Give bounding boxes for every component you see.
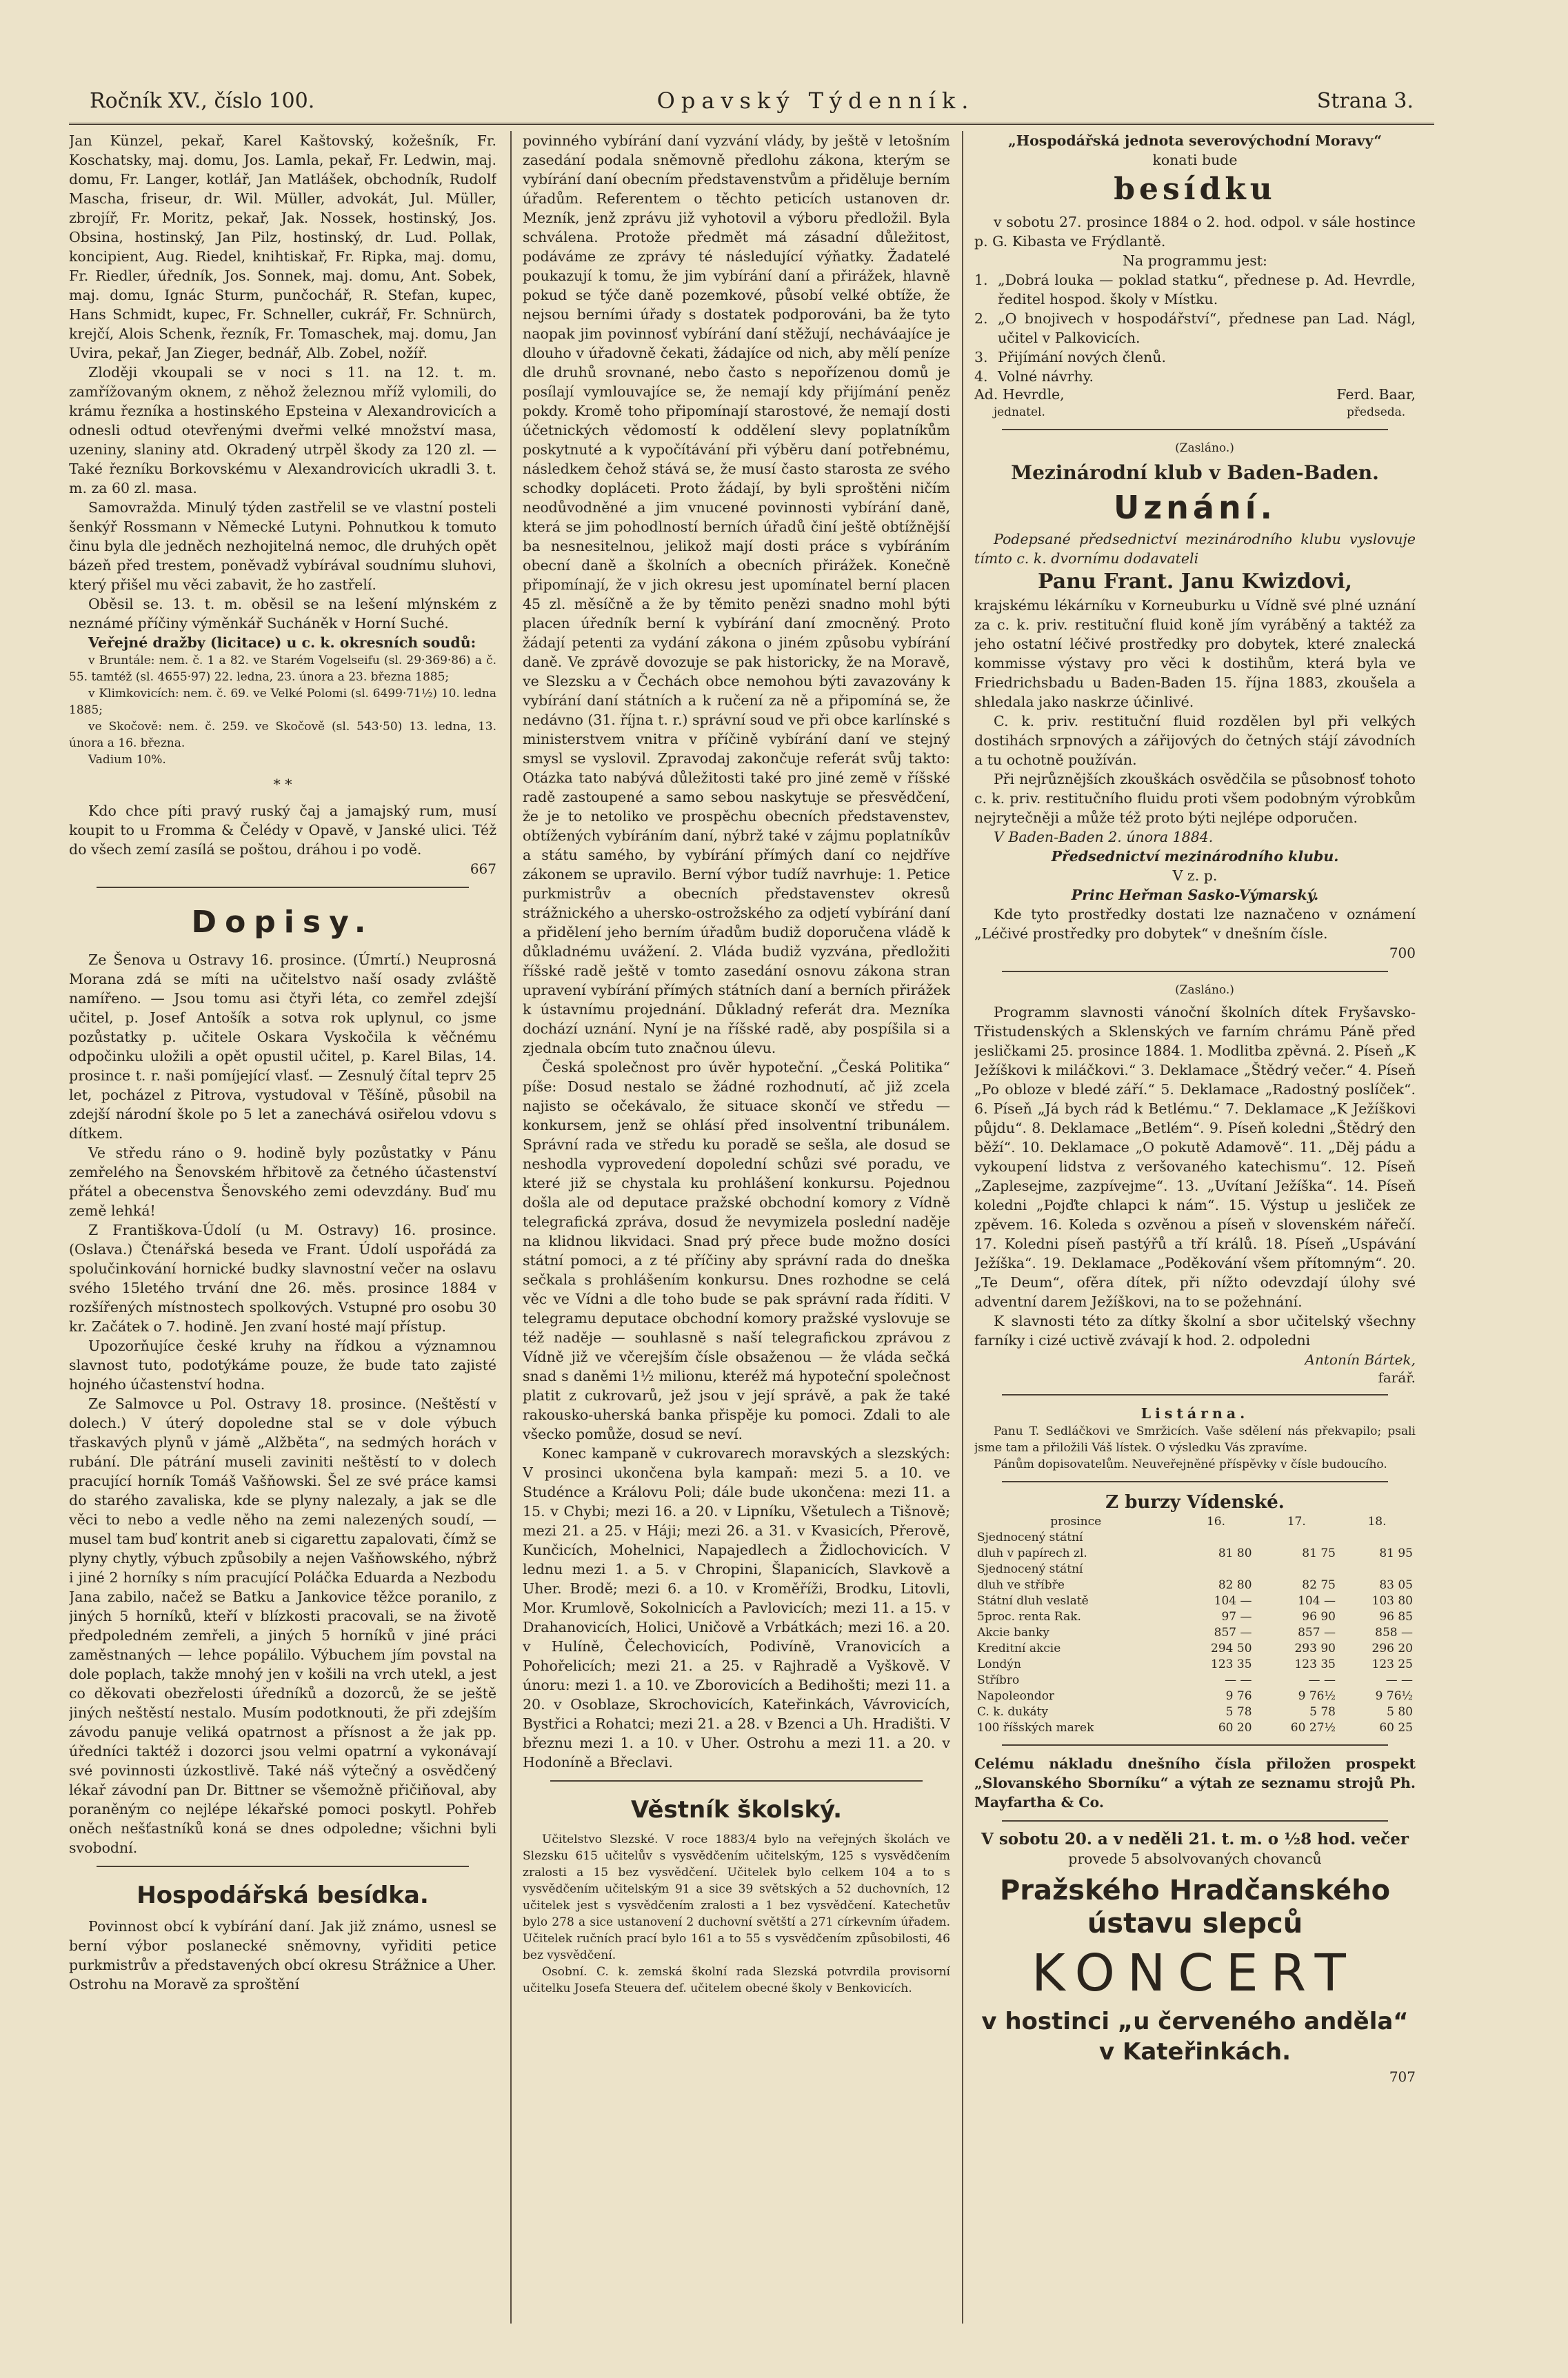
article-hanged: Oběsil se. 13. t. m. oběsil se na lešení mlýnském z neznámé příčiny výměnkář Sucháněk v Horní Suché. <box>69 596 496 632</box>
notice-union-will: konati bude <box>1152 152 1238 168</box>
exchange-row <box>974 1530 1416 1546</box>
exchange-row <box>974 1578 1416 1593</box>
article-personal: Osobní. C. k. zemská školní rada Slezská potvrdila provisorní učitelku Josefa Steuera def. učitelem obecné školy v Benkovicích. <box>523 1965 950 1995</box>
exchange-label: C. k. dukáty <box>977 1705 1049 1719</box>
exchange-value: 81 75 <box>1302 1546 1336 1560</box>
exchange-value: 96 85 <box>1379 1610 1413 1624</box>
article-tax-duty: Povinnost obcí k vybírání daní. Jak již známo, usnesl se berní výbor poslanecké sněmovny, vyřiditi petice purkmistrův a představených obcí okresu Strážnice a Uher. Ostrohu na Moravě za sproštění <box>69 1918 496 1993</box>
masthead-title: Opavský Týdenník. <box>656 88 975 114</box>
exchange-value: 5 78 <box>1225 1705 1252 1719</box>
recognition-vzp: V z. p. <box>1172 867 1218 884</box>
exchange-row <box>974 1657 1416 1673</box>
exchange-row <box>974 1673 1416 1689</box>
article-teachers: Učitelstvo Slezské. V roce 1883/4 bylo na veřejných školách ve Slezsku 615 učitelův s vysvědčením učitelským, 125 s vysvědčením zralosti a 15 bez vysvědčení. Učitelek bylo celkem 104 a to s vysvědčením učitelským 91 a sice 39 světských a 52 duchovních, 12 učitelek jest s vysvědčením zralosti a 1 bez vysvědčení. Katechetův bylo 278 a sice ustanovení 2 duchovní světští a 271 církevním úřadem. Učitelek ručních prací bylo 161 a to 55 s vysvědčením způsobilosti, 46 bez vysvědčení. <box>523 1833 950 1962</box>
recognition-text: Při nejrůznějších zkouškách osvědčila se působnosť tohoto c. k. priv. restitučního fluidu proti všem podobným výrobkům nejrytečněji a může též proto býti nejlépe odporučen. <box>974 771 1416 826</box>
exchange-label: Sjednocený státní <box>977 1562 1083 1576</box>
recognition-text: Kde tyto prostředky dostati lze naznačeno v oznámení „Léčivé prostředky pro dobytek“ v dnešním čísle. <box>974 906 1416 942</box>
auction-item: ve Skočově: nem. č. 259. ve Skočově (sl. 543·50) 13. ledna, 13. února a 16. března. <box>69 720 496 750</box>
article-suicide: Samovražda. Minulý týden zastřelil se ve vlastní posteli šenkýř Rossmann v Německé Lutyni. Pohnutkou k tomuto činu byla dle jedněch nezhojitelná nemoc, dle druhých opět bázeň před trestem, poněvadž vybírával soudnímu sluhovi, který přišel mu věci zabavit, že ho zastřelí. <box>69 499 496 593</box>
exchange-value: 296 20 <box>1371 1642 1413 1655</box>
page-number: Strana 3. <box>1316 88 1414 113</box>
exchange-label: Londýn <box>977 1657 1021 1671</box>
exchange-label: Sjednocený státní <box>977 1531 1083 1544</box>
section-title-farming: Hospodářská besídka. <box>137 1882 429 1909</box>
exchange-value: 294 50 <box>1211 1642 1252 1655</box>
names-list: Jan Künzel, pekař, Karel Kaštovský, kožešník, Fr. Koschatsky, maj. domu, Jos. Lamla, pekař, Fr. Ledwin, maj. domu, Fr. Langer, kotlář, Jan Matlášek, obchodník, Rudolf Mascha, friseur, dr. Wil. Müller, advokát, Jul. Müller, zbrojíř, Fr. Moritz, pekař, Jak. Nossek, hostinský, Jos. Obsina, hostinský, Jan Pilz, hostinský, dr. Lud. Pollak, koncipient, Aug. Riedel, knihtiskař, Fr. Ripka, maj. domu, Fr. Riedler, úředník, Jos. Sonnek, maj. domu, Ant. Sobek, maj. domu, Ignác Sturm, punčochář, R. Stefan, kupec, Hans Schmidt, kupec, Fr. Schneller, cukrář, Fr. Schnürch, krejčí, Alois Schenk, řezník, Fr. Tomaschek, maj. domu, Jan Uvira, pekař, Jan Zieger, bednář, Alb. Zobel, nožíř. <box>69 132 496 361</box>
exchange-value: 97 — <box>1221 1610 1252 1624</box>
signature-name: Ad. Hevrdle, <box>974 386 1065 403</box>
christmas-program-2: K slavnosti této za dítky školní a sbor učitelský všechny farníky i cizé uctivě zvávají k hod. 2. odpoledni <box>974 1313 1416 1349</box>
exchange-title: Z burzy Vídenské. <box>1105 1492 1285 1513</box>
exchange-value: 60 27½ <box>1290 1721 1336 1735</box>
section-rule <box>97 1866 469 1867</box>
column-divider <box>962 131 963 2324</box>
sent-in-label: (Zasláno.) <box>1175 983 1234 997</box>
notice-meeting-word: besídku <box>1114 172 1276 207</box>
auction-item: Vadium 10%. <box>88 753 166 767</box>
exchange-label: 5proc. renta Rak. <box>977 1610 1081 1624</box>
ad-number: 667 <box>470 860 496 877</box>
concert-institute: Pražského Hradčanského ústavu slepců <box>999 1875 1391 1939</box>
letter-frantiskov: Z Františkova-Údolí (u M. Ostravy) 16. prosince. (Oslava.) Čtenářská beseda ve Frant. Údolí uspořádá za spolučinkování hornické budky slavnostní večer na oslavu svého 15letého trvání dne 26. měs. prosince 1884 v rozšířených místnostech spolkových. Vstupné pro osobu 30 kr. Začátek o 7. hodině. Jen zvaní hosté mají přístup. <box>69 1222 496 1335</box>
recognition-recipient: Panu Frant. Janu Kwizdovi, <box>1037 570 1353 594</box>
article-thieves: Zloději vkoupali se v noci s 11. na 12. t. m. zamřížovaným oknem, z něhož železnou mříž vylomili, do krámu řezníka a hostinského Epsteina v Alexandrovicích a odnesli odtud otevřenými dveřmi velké množství masa, uzeniny, slaniny atd. Okradený utrpěl škody za 120 zl. — Také řezníku Borkovskému v Alexandrovicích ukradli 3. t. m. za 60 zl. masa. <box>69 364 496 496</box>
exchange-row <box>974 1641 1416 1657</box>
exchange-value: 81 95 <box>1379 1546 1413 1560</box>
ad-tea: Kdo chce píti pravý ruský čaj a jamajský rum, musí koupit to u Fromma & Čelédy v Opavě, v Janské ulici. Též do všech zemí zasílá se poštou, dráhou i po vodě. <box>69 803 496 858</box>
mailbox-item: Panu T. Sedláčkovi ve Smržicích. Vaše sdělení nás překvapilo; psali jsme tam a přiložili Váš lístek. O výsledku Vás zpravíme. <box>974 1424 1416 1455</box>
exchange-value: 104 — <box>1298 1594 1336 1608</box>
recognition-date: V Baden-Baden 2. února 1884. <box>994 829 1214 845</box>
exchange-label: dluh ve stříbře <box>977 1578 1065 1592</box>
concert-performers: provede 5 absolvovaných chovanců <box>1068 1851 1322 1867</box>
exchange-value: 857 — <box>1298 1626 1336 1640</box>
program-item: 3. Přijímání nových členů. <box>974 349 1166 365</box>
exchange-value: 9 76½ <box>1375 1689 1413 1703</box>
sent-in-label: (Zasláno.) <box>1175 441 1234 455</box>
exchange-table <box>974 1514 1416 1736</box>
exchange-value: 123 35 <box>1294 1657 1336 1671</box>
column-3 <box>974 131 1416 2324</box>
exchange-value: — — <box>1385 1673 1413 1687</box>
ad-number: 707 <box>1389 2068 1416 2085</box>
recognition-board: Předsednictví mezinárodního klubu. <box>1051 848 1339 865</box>
letter-senov-2: Ve středu ráno o 9. hodině byly pozůstatky v Pánu zemřelého na Šenovském hřbitově za četného účastenství přátel a obecenstva Šenovského zemi odevzdány. Buď mu země lehká! <box>69 1145 496 1219</box>
exchange-value: 60 25 <box>1379 1721 1413 1735</box>
section-rule <box>1002 1394 1388 1395</box>
concert-date: V sobotu 20. a v neděli 21. t. m. o ½8 hod. večer <box>981 1830 1409 1848</box>
exchange-value: 5 78 <box>1309 1705 1336 1719</box>
section-rule <box>1002 971 1388 972</box>
exchange-value: 60 20 <box>1218 1721 1252 1735</box>
exchange-value: 96 90 <box>1302 1610 1336 1624</box>
christmas-program: Programm slavnosti vánoční školních dítek Fryšavsko-Třistudenských a Sklenských ve farním chrámu Páně před jesličkami 25. prosince 1884. 1. Modlitba zpěvná. 2. Píseň „K Ježíškovi k miláčkovi.“ 3. Deklamace „Štědrý večer.“ 4. Píseň „Po obloze v bledé září.“ 5. Deklamace „Radostný poslíček“. 6. Píseň „Já bych rád k Betlému.“ 7. Deklamace „K Ježíškovi půjdu“. 8. Deklamace „Betlém“. 9. Píseň koledni „Štědrý den běží“. 10. Deklamace „O pokutě Adamově“. 11. „Děj pádu a vykoupení lidstva z veršovaného katechismu“. 12. Píseň „Zaplesejme, zazpívejme“. 13. „Uvítaní Ježíška“. 14. Píseň koledni „Pojďte chlapci k nám“. 15. Výstup u jesliček ze zpěvem. 16. Koleda s ozvěnou a píseň v slovenském nářečí. 17. Koledni píseň pastýřů a tří králů. 18. Píseň „Uspávání Ježíška“. 19. Deklamace „Poděkování všem přítomným“. 20. „Te Deum“, ofěra dítek, při nížto odevzdají úlohy své adventní darem Ježíškovi, na to se požehnání. <box>974 1004 1416 1310</box>
exchange-value: 82 80 <box>1218 1578 1252 1592</box>
notice-union-title: „Hospodářská jednota severovýchodní Moravy“ <box>1007 132 1383 149</box>
section-rule <box>1002 1744 1388 1746</box>
mailbox-title: Listárna. <box>1140 1405 1249 1422</box>
exchange-value: 9 76 <box>1225 1689 1252 1703</box>
exchange-label: Kreditní akcie <box>977 1642 1061 1655</box>
header-rule <box>69 123 1434 125</box>
exchange-value: 858 — <box>1375 1626 1413 1640</box>
column-1 <box>69 131 496 2324</box>
exchange-value: 103 80 <box>1371 1594 1413 1608</box>
section-rule <box>97 887 469 888</box>
exchange-value <box>1177 1530 1254 1546</box>
section-title-letters: Dopisy. <box>191 905 374 940</box>
exchange-value: 293 90 <box>1294 1642 1336 1655</box>
exchange-label: dluh v papírech zl. <box>977 1546 1087 1560</box>
letter-senov: Ze Šenova u Ostravy 16. prosince. (Úmrtí.) Neuprosná Morana zdá se míti na učitelstvo naší osady zvláště namířeno. — Jsou tomu asi čtyři léta, co zemřel zdejší učitel, p. Josef Antošík a sotva rok uplynul, co jsme pozůstatky p. učitele Oskara Vyskočila k věčnému odpočinku uložili a opět opustil učitel, p. Karel Bilas, 14. prosince t. r. naši pomíjející vlasť. — Zesnulý čítal teprv 25 let, pocházel z Pitrova, vystudoval v Těšíně, působil na zdejší národní škole po 5 let a zanechává osiřelou vdovu s dítkem. <box>69 951 496 1142</box>
concert-venue: v hostinci „u červeného anděla“ <box>981 2008 1409 2035</box>
exchange-value <box>1338 1530 1416 1546</box>
article-sugar-campaign: Konec kampaně v cukrovarech moravských a slezských: V prosinci ukončena byla kampaň: mezi 5. a 10. ve Studénce a Královu Poli; dále bude ukončena: mezi 11. a 15. v Chybi; mezi 16. a 20. v Lipníku, Všetulech a Tišnově; mezi 21. a 25. v Háji; mezi 26. a 31. v Kvasicích, Přerově, Kunčicích, Mohelnici, Napajedlech a Židlochovicích. V lednu mezi 1. a 5. v Chropini, Šlapanicích, Slavkově a Uher. Brodě; mezi 6. a 10. v Kroměříži, Brodku, Litovli, Mor. Krumlově, Sokolnicích a Pavlovicích; mezi 11. a 15. v Drahanovicích, Holici, Uničově a Vrbátkách; mezi 16. a 20. v Hulíně, Čelechovicích, Podivíně, Vranovicích a Pohořelicích; mezi 21. a 25. v Rajhradě a Vyškově. V únoru: mezi 1. a 10. ve Zborovicích a Bedihošti; mezi 11. a 20. v Osoblaze, Skrochovicích, Kateřinkách, Vávrovicích, Bystřici a Rohatci; mezi 21. a 28. v Bzenci a Uh. Hradišti. V březnu mezi 1. a 10. v Uher. Ostrohu a mezi 11. a 20. v Hodoníně a Břeclavi. <box>523 1445 950 1771</box>
auction-item: v Klimkovicích: nem. č. 69. ve Velké Polomi (sl. 6499·71½) 10. ledna 1885; <box>69 687 496 717</box>
exchange-row <box>974 1625 1416 1641</box>
article-tax-duty-cont: povinného vybírání daní vyzvání vlády, by ještě v letošním zasedání podala sněmovně předlohu zákona, kterým se vybírání daní obecním představenstvům a přiděluje berním úřadům. Referentem o těchto peticích ustanoven dr. Mezník, jenž zprávu již vyhotovil a výboru předložil. Byla schválena. Protože předmět má zásadní důležitost, podáváme ze zprávy té následující výňatky. Žadatelé poukazují k tomu, že jim vybírání daní a přirážek, hlavně pokud se týče daně pozemkové, působí velké obtíže, že nejsou berními úřady s dostatek podporováni, ba že tyto naopak jim povinnosť vybírání daní stěžují, necháváajíce je dlouho v úřadovně čekati, žádajíce od nich, aby mělí peníze dle druhů srovnané, nebo často s nepořízenou domů je posílají vymlouvajíce se, že nemají kdy přijímání peněz pokdy. Kromě toho připomínají starostové, že nemají dosti účetnických vědomostí k oddělení slevy poplatníkům poskytnuté a k vypočítávání při výběru daní potřebnému, následkem čehož stává se, že musí často starosta ze svého schodky dopláceti. Proto žádají, by byli sproštěni ničím neodůvodněné a jim vnucené povinnosti vybírání daně, která se jim pohodlností berních úřadů činí ještě obtížnější ba nesnesitelnou, jelikož mají dosti práce s vybíráním obecní daně a školních a obecních přirážek. Konečně připomínají, že v jich okresu jest upomínatel berní placen 45 zl. měsíčně a že by těmito penězi snadno mohl býti placen úředník berní k vybírání daní zmocněný. Proto žádají petenti za vydání zákona o jiném způsobu vybírání daně. Ve zprávě dovozuje se pak historicky, že na Moravě, ve Slezsku a v Čechách obce nemohou býti zavazovány k vybírání daní státních a k ručení za ně a připomíná se, že nedávno (31. října t. r.) správní soud ve při obce karlínské s ministerstvem vnitra v příčině vybírání daní ve stejný smysl se vyslovil. Zpravodaj zakončuje referát svůj takto: Otázka tato nabývá důležitosti také pro jiné země v říšské radě zastoupené a samo sebou naskytuje se přesvědčení, že je to netoliko ve prospěchu obecních představenstev, obtížených vybíráním daní, nýbrž také v zájmu poplatníkův a státu samého, by vybírání přímých daní co nejdříve zákonem se upravilo. Berní výbor tudíž navrhuje: 1. Petice purkmistrův a obecních představenstev okresů strážnického a uhersko-ostrožského za odjetí vybírání daní a přidělení jeho berním úřadům budiž doporučena vládě k důkladnému uvážení. 2. Vláda budiž vyzvána, předložiti říšské radě ještě v tomto zasedání osnovu zákona stran upravení vybírání přímých státních daní a berních přirážek k ústavnímu projednání. Důkladný referát dra. Mezníka dochází uznání. Nyní je na říšské radě, aby pospíšila si a zjednala obcím tuto značnou úlevu. <box>523 132 950 1056</box>
exchange-value: — — <box>1225 1673 1252 1687</box>
signature-role: farář. <box>1378 1369 1416 1386</box>
club-title: Mezinárodní klub v Baden-Baden. <box>1011 461 1379 484</box>
notice-union-text: v sobotu 27. prosince 1884 o 2. hod. odpol. v sále hostince p. G. Kibasta ve Frýdlantě. <box>974 214 1416 250</box>
exchange-value <box>1255 1562 1338 1578</box>
exchange-value: 104 — <box>1214 1594 1252 1608</box>
exchange-value: — — <box>1308 1673 1336 1687</box>
recognition-text: Podepsané předsednictví mezinárodního klubu vyslovuje tímto c. k. dvornímu dodavateli <box>974 531 1416 567</box>
section-rule <box>550 1780 923 1782</box>
exchange-value: 9 76½ <box>1298 1689 1336 1703</box>
exchange-label: Napoleondor <box>977 1689 1055 1703</box>
exchange-value <box>1177 1562 1254 1578</box>
program-item: 1. „Dobrá louka — poklad statku“, přednese p. Ad. Hevrdle, ředitel hospod. školy v Místku. <box>974 272 1416 308</box>
section-title-school: Věstník školský. <box>630 1796 843 1824</box>
mailbox-item: Pánům dopisovatelům. Neuveřejněné příspěvky v čísle budoucího. <box>994 1458 1387 1471</box>
recognition-text: C. k. priv. restituční fluid rozdělen byl při velkých dostihách srpnových a zářijových do četných stájí závodních a tu ochotně používán. <box>974 713 1416 768</box>
exchange-row <box>974 1546 1416 1562</box>
concert-town: v Kateřinkách. <box>1098 2038 1291 2066</box>
section-rule <box>1002 1481 1388 1482</box>
exchange-row <box>974 1562 1416 1578</box>
signature-role: jednatel. <box>993 405 1045 419</box>
notice-signatures <box>974 386 1416 421</box>
ad-number: 700 <box>1389 945 1416 961</box>
recognition-signer: Princ Heřman Sasko-Výmarský. <box>1071 887 1319 903</box>
section-rule <box>1002 1820 1388 1822</box>
section-rule <box>1002 429 1388 430</box>
exchange-value: 81 80 <box>1218 1546 1252 1560</box>
page-header <box>90 81 1414 120</box>
letter-salmovec: Ze Salmovce u Pol. Ostravy 18. prosince. (Neštěstí v dolech.) V úterý dopoledne stal se v dole výbuch třaskavých plynů v jámě „Alžběta“, na sedmých horách v rubání. Dle pátrání museli zaviniti neštěstí to v dolech pracující horník Tomáš Vašňowski. Šel ze své práce kamsi do starého zavaliska, kde se plyny nalezaly, a jak se dle věci to nebo a vedle něho na zemi nalezených soudí, — musel tam buď kontrit aneb si cigarettu zapalovati, čímž se plyny chytly, výbuch způsobily a nejen Vašňowského, nýbrž i jiné 2 horníky s ním pracující Poláčka Eduarda a Nezbodu Jana zabilo, načež se Batku a Jankovice těžce poranilo, z jiných 5 horníků, kteří v blízkosti pracovali, se na životě předpoledném zemřeli, a jiných 5 horníků v jiné práci zaměstnaných — lehce popálilo. Výbuchem jím povstal na dole poplach, takže mnohý jen v košili na vrch utekl, a jest co děkovati obezřelosti úředníků a dozorců, že se ještě jiných neštěstí nestalo. Musím podotknouti, že při zdejším závodu panuje veliká opatrnost a přísnost a že jak pp. úředníci taktéž i dozorci jsou velmi opatrní a vykonávají své povinnosti úzkostlivě. Také náš výtečný a osvědčený lékař závodní pan Dr. Bittner se všemožně přičiňoval, aby poraněným co nejlépe lékařské pomoci poskytl. Pohřeb oněch nešťastníků koná se dnes odpoledne; všichni byli svobodní. <box>69 1395 496 1856</box>
exchange-label: Stříbro <box>977 1673 1020 1687</box>
exchange-label: 100 říšských marek <box>977 1721 1094 1735</box>
letter-frantiskov-2: Upozorňujíce české kruhy na řídkou a významnou slavnost tuto, podotýkáme pouze, že bude tato zajisté hojného účastenství hodna. <box>69 1338 496 1393</box>
exchange-row <box>974 1593 1416 1609</box>
exchange-value: 123 25 <box>1371 1657 1413 1671</box>
article-mortgage: Česká společnost pro úvěr hypoteční. „Česká Politika“ píše: Dosud nestalo se žádné rozhodnutí, ač již zcela najisto se očekávalo, že situace skončí ve středu — konkursem, jenž se ohlásí před insolventní tribunálem. Správní rada ve středu ku poradě se sešla, ale dosud se neshodla vyprovedení dopolední schůzi své poradu, ve které již se chystala ku prohlášení konkursu. Pojednou došla ale od deputace pražské obchodní komory z Vídně telegrafická zpráva, dosud že nevymizela poslední naděje na klidnou likvidaci. Snad prý přece bude možno dosíci státní pomoci, a z té příčiny aby správní rada do dneška sečkala s prohlášením konkursu. Dnes rozhodne se celá věc ve Vídni a dle toho bude se pak správní rada říditi. V telegramu deputace obchodní komory pražské vyslovuje se též naděje — souhlasně s naší telegrafickou zprávou z Vídně již ve včerejším čísle obsaženou — že vláda sečká snad s daněmi 1½ milionu, kteréž má hypoteční společnost platit z cukrovarů, jež jsou v její správě, a pak že také rakousko-uherská banka přispěje ku pomoci. Zdali to ale všecko pomůže, dosud se neví. <box>523 1059 950 1442</box>
exchange-value: 82 75 <box>1302 1578 1336 1592</box>
concert-title: KONCERT <box>1032 1944 1358 2003</box>
enclosure-note: Celému nákladu dnešního čísla přiložen prospekt „Slovanského Sborníku“ a výtah ze seznamu strojů Ph. Mayfartha & Co. <box>974 1755 1416 1811</box>
program-item: 2. „O bnojivech v hospodářství“, přednese pan Lad. Nágl, učitel v Palkovicích. <box>974 310 1416 346</box>
notice-program-heading: Na programmu jest: <box>1123 252 1267 269</box>
auction-item: v Bruntále: nem. č. 1 a 82. ve Starém Vogelseifu (sl. 29·369·86) a č. 55. tamtéž (sl. 4655·97) 22. ledna, 23. února a 23. března 1885; <box>69 654 496 684</box>
exchange-row <box>974 1689 1416 1704</box>
exchange-label: Státní dluh veslatě <box>977 1594 1089 1608</box>
exchange-label: Akcie banky <box>977 1626 1049 1640</box>
recognition-text: krajskému lékárníku v Korneuburku u Vídně své plné uznání za c. k. priv. restituční fluid koně jím vyráběný a taktéž za jeho ostatní léčivé prostředky pro dobytek, které znalecká kommisse výstavy pro věci k dostihům, která byla ve Friedrichsbadu u Baden-Baden 15. října 1883, zkoušela a shledala jako naskrze účinlivé. <box>974 597 1416 710</box>
column-2 <box>523 131 950 2324</box>
exchange-row <box>974 1720 1416 1736</box>
volume-number: Ročník XV., číslo 100. <box>90 88 315 113</box>
signature-name: Ferd. Baar, <box>1336 386 1416 403</box>
auctions-title: Veřejné dražby (licitace) u c. k. okresních soudů: <box>88 634 476 651</box>
recognition-title: Uznání. <box>1114 489 1276 526</box>
exchange-row <box>974 1609 1416 1625</box>
exchange-value <box>1338 1562 1416 1578</box>
exchange-value: 5 80 <box>1387 1705 1413 1719</box>
exchange-value: 123 35 <box>1211 1657 1252 1671</box>
exchange-value <box>1255 1530 1338 1546</box>
signature-name: Antonín Bártek, <box>1305 1351 1416 1368</box>
exchange-value: 857 — <box>1214 1626 1252 1640</box>
separator-stars: * * <box>273 776 292 793</box>
exchange-header-row: prosince 16. 17. 18. <box>1050 1515 1387 1529</box>
column-divider <box>510 131 512 2324</box>
signature-role: předseda. <box>1347 405 1406 419</box>
exchange-value: 83 05 <box>1379 1578 1413 1592</box>
program-item: 4. Volné návrhy. <box>974 368 1094 385</box>
exchange-row <box>974 1704 1416 1720</box>
